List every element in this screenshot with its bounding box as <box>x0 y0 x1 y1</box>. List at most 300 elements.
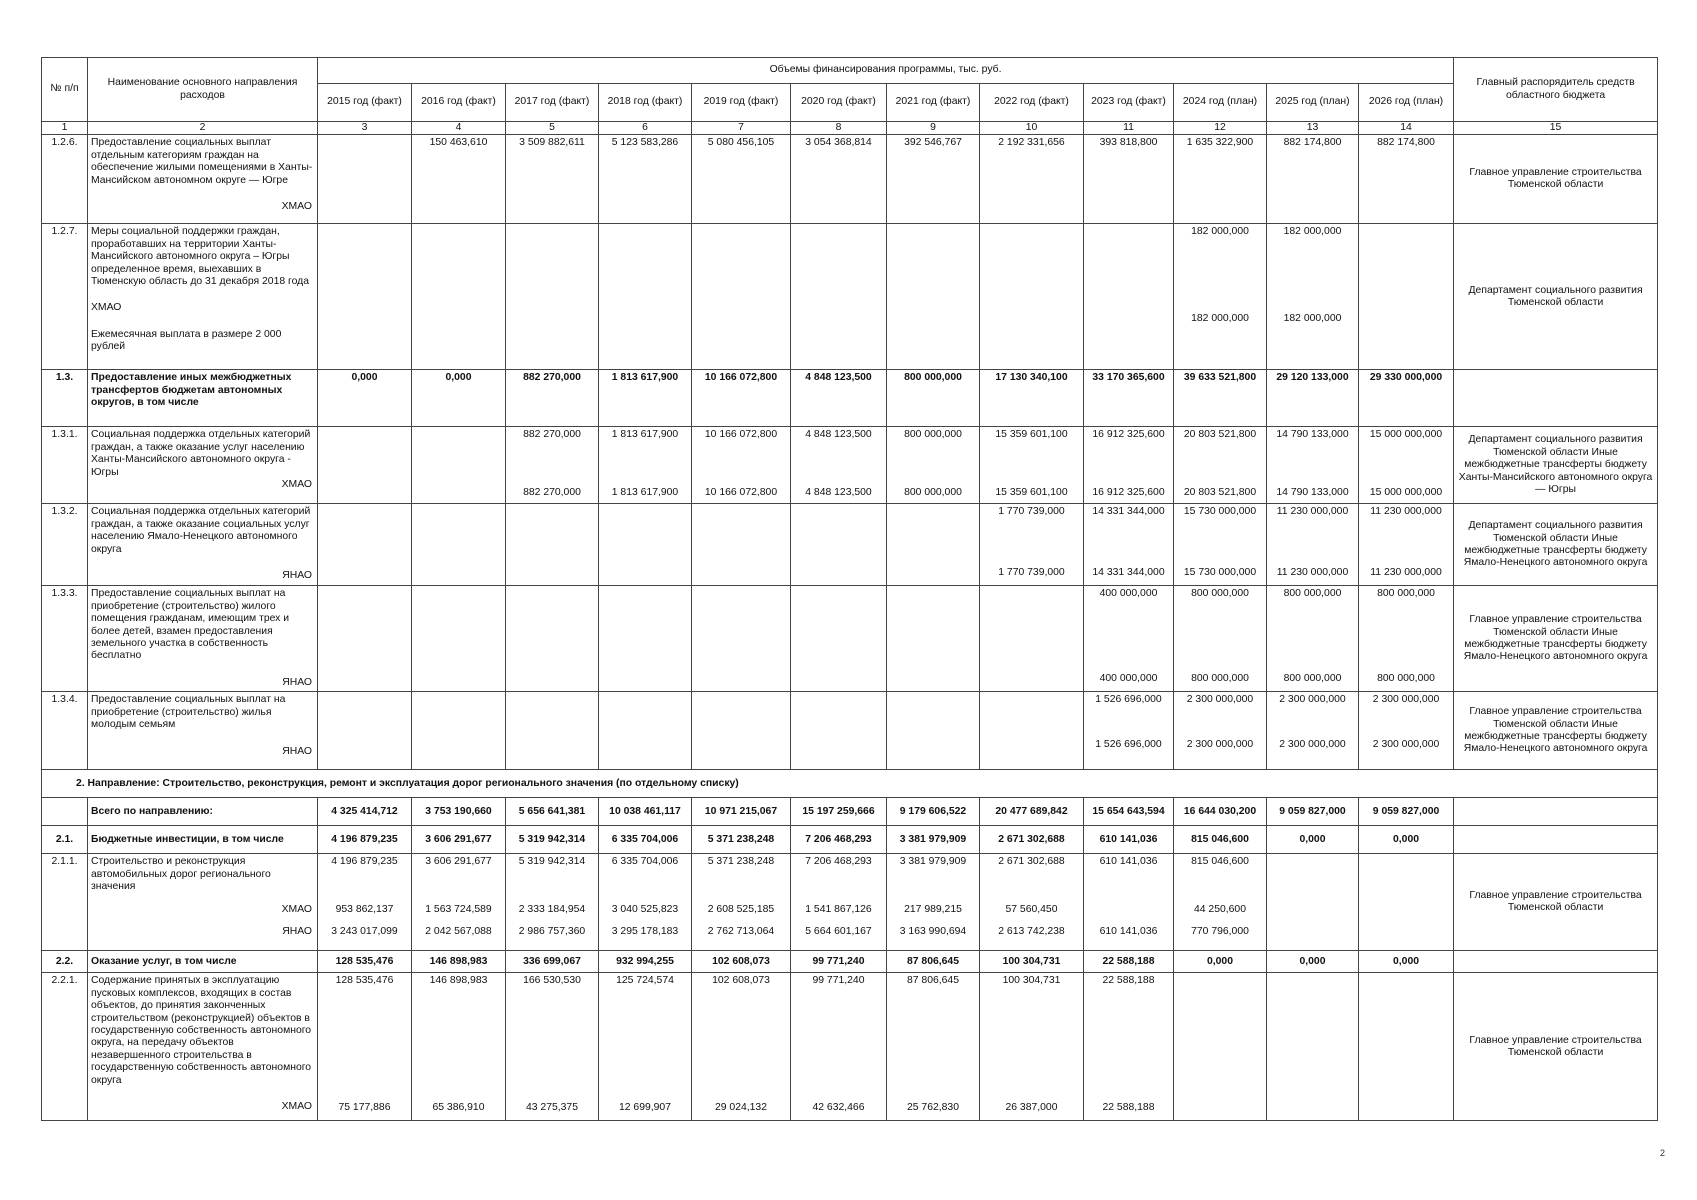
value-cell <box>1084 224 1174 370</box>
column-index: 7 <box>692 122 791 135</box>
value: 1 563 724,589 <box>425 903 492 915</box>
value: 770 796,000 <box>1191 926 1249 938</box>
ministry-cell <box>1454 370 1658 427</box>
value: 3 243 017,099 <box>331 926 398 938</box>
value-cell <box>791 427 887 504</box>
value: 29 024,132 <box>714 1101 767 1113</box>
value: 4 848 123,500 <box>805 429 872 441</box>
header-no: № п/п <box>42 58 88 122</box>
value: 882 270,000 <box>523 486 581 498</box>
value-cell <box>1359 427 1454 504</box>
page-number: 2 <box>1659 1148 1665 1158</box>
value-cell: 2 671 302,688 <box>980 826 1084 854</box>
value-cell: 6 335 704,006 <box>599 826 692 854</box>
value-cell <box>791 586 887 692</box>
row-number: 1.2.7. <box>42 224 88 370</box>
region-label: ЯНАО <box>282 745 312 757</box>
value-cell: 102 608,073 <box>692 951 791 973</box>
value-cell <box>791 135 887 224</box>
value: 11 230 000,000 <box>1370 566 1442 578</box>
value: 4 196 879,235 <box>331 856 398 868</box>
value: 150 463,610 <box>429 137 488 149</box>
value-cell <box>599 973 692 1121</box>
column-index: 12 <box>1174 122 1267 135</box>
value-cell <box>1174 504 1267 586</box>
value-cell <box>318 692 412 770</box>
value-cell <box>887 973 980 1121</box>
ministry-cell: Департамент социального развития Тюменской области <box>1454 224 1658 370</box>
column-index: 6 <box>599 122 692 135</box>
value-cell <box>791 504 887 586</box>
value: 2 762 713,064 <box>707 926 775 938</box>
value-cell: 146 898,983 <box>412 951 506 973</box>
column-index: 8 <box>791 122 887 135</box>
value-cell <box>1084 973 1174 1121</box>
value-cell <box>887 135 980 224</box>
value: 146 898,983 <box>429 975 488 987</box>
value: 2 042 567,088 <box>425 926 492 938</box>
header-name: Наименование основного направления расходов <box>88 58 318 122</box>
value: 800 000,000 <box>1283 672 1342 684</box>
value: 15 359 601,100 <box>995 429 1068 441</box>
value-cell: 610 141,036 <box>1084 826 1174 854</box>
value-cell <box>599 224 692 370</box>
value: 182 000,000 <box>1283 312 1342 324</box>
value-cell <box>412 854 506 951</box>
value-cell <box>980 586 1084 692</box>
value-cell <box>506 692 599 770</box>
row-number: 1.3. <box>42 370 88 427</box>
row-number: 1.3.3. <box>42 586 88 692</box>
value: 2 300 000,000 <box>1186 694 1254 706</box>
value-cell <box>980 224 1084 370</box>
value: 393 818,800 <box>1099 137 1158 149</box>
value: 12 699,907 <box>618 1101 671 1113</box>
value-cell <box>318 854 412 951</box>
value: 800 000,000 <box>1191 672 1249 684</box>
value-cell: 4 848 123,500 <box>791 370 887 427</box>
value: 20 803 521,800 <box>1183 429 1257 441</box>
value-cell <box>887 854 980 951</box>
value-cell <box>980 854 1084 951</box>
ministry-cell: Главное управление строительства Тюменской области Иные межбюджетные трансферты бюджету Ямало-Ненецкого автономного округа <box>1454 692 1658 770</box>
region-label: ХМАО <box>281 903 312 915</box>
value-cell <box>1174 427 1267 504</box>
value-cell <box>1084 854 1174 951</box>
value: 800 000,000 <box>904 429 962 441</box>
row-name: Предоставление иных межбюджетных трансфертов бюджетам автономных округов, в том числе <box>88 370 318 427</box>
value-cell <box>1359 224 1454 370</box>
row-number: 2.2. <box>42 951 88 973</box>
column-index: 2 <box>88 122 318 135</box>
value: 1 541 867,126 <box>805 903 872 915</box>
table-row <box>42 973 1658 1121</box>
value: 3 509 882,611 <box>519 137 585 149</box>
value: 22 588,188 <box>1102 1101 1155 1113</box>
value: 166 530,530 <box>523 975 581 987</box>
value-cell: 128 535,476 <box>318 951 412 973</box>
value: 182 000,000 <box>1191 312 1249 324</box>
value-cell <box>887 504 980 586</box>
value-cell <box>506 224 599 370</box>
value: 400 000,000 <box>1099 672 1158 684</box>
value: 2 613 742,238 <box>998 926 1065 938</box>
value: 800 000,000 <box>1377 588 1435 600</box>
value-cell <box>599 504 692 586</box>
table-row <box>42 427 1658 504</box>
value-cell <box>1174 692 1267 770</box>
value-cell <box>1267 854 1359 951</box>
value-cell <box>1174 224 1267 370</box>
header-year: 2017 год (факт) <box>506 84 599 122</box>
value: 11 230 000,000 <box>1370 506 1442 518</box>
value-cell <box>506 586 599 692</box>
value-cell <box>980 692 1084 770</box>
value-cell <box>692 224 791 370</box>
row-number: 2.1.1. <box>42 854 88 951</box>
value: 2 300 000,000 <box>1372 738 1440 750</box>
value: 11 230 000,000 <box>1276 566 1349 578</box>
row-number: 2.1. <box>42 826 88 854</box>
value: 10 166 072,800 <box>704 429 778 441</box>
value: 15 359 601,100 <box>995 486 1068 498</box>
value-cell <box>1084 427 1174 504</box>
value-cell <box>412 692 506 770</box>
value-cell <box>599 586 692 692</box>
value-cell <box>692 692 791 770</box>
value: 882 174,800 <box>1283 137 1342 149</box>
value-cell <box>980 427 1084 504</box>
region-label: ХМАО <box>281 1101 312 1113</box>
value-cell: 5 656 641,381 <box>506 798 599 826</box>
header-ministry: Главный распорядитель средств областного бюджета <box>1454 58 1658 122</box>
value: 125 724,574 <box>616 975 674 987</box>
value-cell <box>791 692 887 770</box>
row-name-cell <box>88 692 318 770</box>
column-index: 14 <box>1359 122 1454 135</box>
value-cell: 10 038 461,117 <box>599 798 692 826</box>
row-number <box>42 798 88 826</box>
value-cell <box>506 504 599 586</box>
value: 5 664 601,167 <box>805 926 872 938</box>
value-cell <box>1359 504 1454 586</box>
value-cell: 336 699,067 <box>506 951 599 973</box>
value: 182 000,000 <box>1191 226 1249 238</box>
value: 11 230 000,000 <box>1276 506 1349 518</box>
value-cell <box>318 224 412 370</box>
value-cell <box>692 973 791 1121</box>
header-year: 2015 год (факт) <box>318 84 412 122</box>
header-funding-group: Объемы финансирования программы, тыс. руб. <box>318 58 1454 84</box>
value: 15 000 000,000 <box>1369 486 1443 498</box>
row-name: Предоставление социальных выплат на приобретение (строительство) жилого помещения гражданам, имеющим трех и более детей, взамен предоставления земельного участка в собственность бесплатно <box>91 588 290 662</box>
value-cell: 99 771,240 <box>791 951 887 973</box>
header-year: 2021 год (факт) <box>887 84 980 122</box>
value: 25 762,830 <box>906 1101 959 1113</box>
value: 14 331 344,000 <box>1092 506 1165 518</box>
value: 87 806,645 <box>906 975 959 987</box>
row-number: 1.3.4. <box>42 692 88 770</box>
row-name: Социальная поддержка отдельных категорий граждан, а также оказание услуг населению Ханты-Мансийского автономного округа - Югры <box>91 429 311 478</box>
value-cell <box>980 504 1084 586</box>
value: 20 803 521,800 <box>1183 486 1257 498</box>
table-row <box>42 826 1658 854</box>
value: 3 054 368,814 <box>805 137 872 149</box>
header-year: 2019 год (факт) <box>692 84 791 122</box>
value: 800 000,000 <box>904 486 962 498</box>
value: 2 300 000,000 <box>1186 738 1254 750</box>
value-cell: 9 059 827,000 <box>1267 798 1359 826</box>
value: 392 546,767 <box>904 137 962 149</box>
value-cell: 0,000 <box>1267 826 1359 854</box>
value-cell: 0,000 <box>318 370 412 427</box>
row-name: Всего по направлению: <box>88 798 318 826</box>
value: 14 790 133,000 <box>1276 429 1349 441</box>
column-index: 5 <box>506 122 599 135</box>
region-label: ЯНАО <box>282 676 312 688</box>
value-cell <box>599 692 692 770</box>
value-cell: 9 059 827,000 <box>1359 798 1454 826</box>
value-cell: 932 994,255 <box>599 951 692 973</box>
column-index: 4 <box>412 122 506 135</box>
region-label: ХМАО <box>91 302 122 314</box>
value: 953 862,137 <box>335 903 394 915</box>
row-name-cell <box>88 586 318 692</box>
value-cell: 10 166 072,800 <box>692 370 791 427</box>
value: 815 046,600 <box>1191 856 1249 868</box>
row-note: Ежемесячная выплата в размере 2 000 рублей <box>91 328 282 353</box>
value-cell <box>692 135 791 224</box>
value-cell <box>318 586 412 692</box>
column-index: 10 <box>980 122 1084 135</box>
value: 99 771,240 <box>812 975 865 987</box>
ministry-cell <box>1454 826 1658 854</box>
value-cell: 29 120 133,000 <box>1267 370 1359 427</box>
value: 57 560,450 <box>1005 903 1058 915</box>
row-name: Социальная поддержка отдельных категорий граждан, а также оказание социальных услуг населению Ямало-Ненецкого автономного округа <box>91 506 311 555</box>
ministry-cell <box>1454 951 1658 973</box>
value-cell: 0,000 <box>1267 951 1359 973</box>
row-name: Строительство и реконструкция автомобильных дорог регионального значения <box>91 856 271 893</box>
value: 2 671 302,688 <box>998 856 1065 868</box>
value-cell <box>599 135 692 224</box>
column-index: 11 <box>1084 122 1174 135</box>
value-cell: 7 206 468,293 <box>791 826 887 854</box>
value: 22 588,188 <box>1102 975 1155 987</box>
value-cell: 33 170 365,600 <box>1084 370 1174 427</box>
value: 14 331 344,000 <box>1092 566 1165 578</box>
value-cell <box>318 427 412 504</box>
value-cell <box>1174 854 1267 951</box>
section-title: 2. Направление: Строительство, реконструкция, ремонт и эксплуатация дорог регионального значения (по отдельному списку) <box>42 770 1658 798</box>
value-cell <box>980 135 1084 224</box>
value-cell: 815 046,600 <box>1174 826 1267 854</box>
value: 2 192 331,656 <box>998 137 1065 149</box>
value-cell: 22 588,188 <box>1084 951 1174 973</box>
value-cell: 4 325 414,712 <box>318 798 412 826</box>
value: 400 000,000 <box>1099 588 1158 600</box>
value-cell <box>692 504 791 586</box>
ministry-cell: Главное управление строительства Тюменской области <box>1454 973 1658 1121</box>
value-cell <box>1359 973 1454 1121</box>
value: 2 986 757,360 <box>518 926 586 938</box>
value-cell: 16 644 030,200 <box>1174 798 1267 826</box>
column-index: 3 <box>318 122 412 135</box>
row-name: Бюджетные инвестиции, в том числе <box>88 826 318 854</box>
value: 2 300 000,000 <box>1279 738 1346 750</box>
value: 14 790 133,000 <box>1276 486 1349 498</box>
value-cell <box>318 504 412 586</box>
ministry-cell: Департамент социального развития Тюменской области Иные межбюджетные трансферты бюджету Ханты-Мансийского автономного округа — Югры <box>1454 427 1658 504</box>
ministry-cell: Главное управление строительства Тюменской области <box>1454 135 1658 224</box>
value-cell: 3 606 291,677 <box>412 826 506 854</box>
value-cell <box>1267 692 1359 770</box>
value-cell <box>791 973 887 1121</box>
row-name: Содержание принятых в эксплуатацию пусковых комплексов, входящих в состав объектов, до принятия законченных строительством (реконструкцией) объектов в государственную собственность автономного округа, на передачу объектов незавершенного строительства в государственную собственность автономного округа <box>91 975 312 1086</box>
value-cell <box>887 586 980 692</box>
value: 65 386,910 <box>432 1101 485 1113</box>
value-cell <box>791 224 887 370</box>
value-cell: 5 319 942,314 <box>506 826 599 854</box>
column-index: 1 <box>42 122 88 135</box>
value-cell <box>692 427 791 504</box>
value-cell <box>599 427 692 504</box>
table-row <box>42 692 1658 770</box>
table-row <box>42 586 1658 692</box>
value: 800 000,000 <box>1191 588 1249 600</box>
header-year: 2025 год (план) <box>1267 84 1359 122</box>
value-cell <box>318 135 412 224</box>
value: 610 141,036 <box>1099 925 1158 937</box>
value: 1 770 739,000 <box>998 506 1065 518</box>
header-year: 2018 год (факт) <box>599 84 692 122</box>
section-row <box>42 770 1658 798</box>
value: 5 080 456,105 <box>707 137 775 149</box>
value: 4 848 123,500 <box>805 486 872 498</box>
value: 44 250,600 <box>1193 903 1246 915</box>
table-row <box>42 135 1658 224</box>
value-cell <box>1267 973 1359 1121</box>
header-year: 2024 год (план) <box>1174 84 1267 122</box>
column-index: 15 <box>1454 122 1658 135</box>
value-cell: 15 197 259,666 <box>791 798 887 826</box>
header-year: 2016 год (факт) <box>412 84 506 122</box>
value: 2 300 000,000 <box>1372 694 1440 706</box>
value-cell <box>506 135 599 224</box>
table-row <box>42 370 1658 427</box>
row-name-cell <box>88 973 318 1121</box>
value-cell <box>1174 973 1267 1121</box>
funding-table-sheet <box>41 57 1657 1121</box>
value: 43 275,375 <box>525 1101 578 1113</box>
value: 882 174,800 <box>1377 137 1435 149</box>
value-cell: 17 130 340,100 <box>980 370 1084 427</box>
ministry-cell: Главное управление строительства Тюменской области Иные межбюджетные трансферты бюджету Ямало-Ненецкого автономного округа <box>1454 586 1658 692</box>
funding-table <box>41 57 1658 1121</box>
value-cell <box>412 135 506 224</box>
value-cell: 0,000 <box>1359 951 1454 973</box>
value-cell <box>791 854 887 951</box>
value-cell <box>1084 135 1174 224</box>
value-cell <box>412 224 506 370</box>
value: 1 526 696,000 <box>1095 738 1162 750</box>
row-number: 2.2.1. <box>42 973 88 1121</box>
value: 3 606 291,677 <box>425 856 492 868</box>
value: 26 387,000 <box>1005 1101 1058 1113</box>
value: 7 206 468,293 <box>805 856 872 868</box>
value-cell <box>599 854 692 951</box>
value-cell <box>1084 504 1174 586</box>
value: 16 912 325,600 <box>1092 429 1165 441</box>
value-cell <box>318 973 412 1121</box>
value-cell <box>887 427 980 504</box>
value: 3 163 990,694 <box>899 926 967 938</box>
value-cell: 10 971 215,067 <box>692 798 791 826</box>
value-cell <box>1084 692 1174 770</box>
value-cell: 1 813 617,900 <box>599 370 692 427</box>
value: 16 912 325,600 <box>1092 486 1165 498</box>
value: 5 319 942,314 <box>518 856 586 868</box>
row-name: Меры социальной поддержки граждан, проработавших на территории Ханты-Мансийского автономного округа – Югры определенное время, выехавших в Тюменскую область до 31 декабря 2018 года <box>91 226 309 288</box>
value-cell: 0,000 <box>1174 951 1267 973</box>
value-cell <box>1359 854 1454 951</box>
value-cell <box>1359 586 1454 692</box>
value: 800 000,000 <box>1377 672 1435 684</box>
value-cell <box>506 427 599 504</box>
value: 75 177,886 <box>338 1101 391 1113</box>
value-cell: 39 633 521,800 <box>1174 370 1267 427</box>
column-index: 9 <box>887 122 980 135</box>
value-cell <box>1174 586 1267 692</box>
value: 3 040 525,823 <box>611 903 679 915</box>
value-cell <box>692 586 791 692</box>
value-cell <box>506 973 599 1121</box>
value-cell <box>1359 692 1454 770</box>
value-cell: 20 477 689,842 <box>980 798 1084 826</box>
row-name-cell <box>88 224 318 370</box>
value: 1 813 617,900 <box>611 429 679 441</box>
ministry-cell <box>1454 798 1658 826</box>
row-name-cell <box>88 504 318 586</box>
region-label: ЯНАО <box>282 570 312 582</box>
value-cell: 882 270,000 <box>506 370 599 427</box>
row-number: 1.3.2. <box>42 504 88 586</box>
value-cell: 100 304,731 <box>980 951 1084 973</box>
row-name: Предоставление социальных выплат отдельным категориям граждан на обеспечение жилыми помещениями в Ханты-Мансийском автономном округе — Югре <box>91 137 313 186</box>
region-label: ЯНАО <box>282 926 312 938</box>
value-cell <box>1267 224 1359 370</box>
value: 10 166 072,800 <box>704 486 778 498</box>
row-name: Предоставление социальных выплат на приобретение (строительство) жилья молодым семьям <box>91 694 286 731</box>
value-cell: 0,000 <box>1359 826 1454 854</box>
table-row <box>42 951 1658 973</box>
value-cell: 0,000 <box>412 370 506 427</box>
value-cell: 800 000,000 <box>887 370 980 427</box>
value: 15 730 000,000 <box>1183 506 1257 518</box>
ministry-cell: Главное управление строительства Тюменской области <box>1454 854 1658 951</box>
value: 182 000,000 <box>1283 226 1342 238</box>
value-cell <box>887 692 980 770</box>
value-cell <box>692 854 791 951</box>
table-row <box>42 854 1658 951</box>
row-name-cell <box>88 854 318 951</box>
value-cell: 3 753 190,660 <box>412 798 506 826</box>
value: 1 813 617,900 <box>611 486 679 498</box>
value: 42 632,466 <box>812 1101 865 1113</box>
header-year: 2020 год (факт) <box>791 84 887 122</box>
value: 217 989,215 <box>904 903 962 915</box>
value: 5 123 583,286 <box>611 137 679 149</box>
